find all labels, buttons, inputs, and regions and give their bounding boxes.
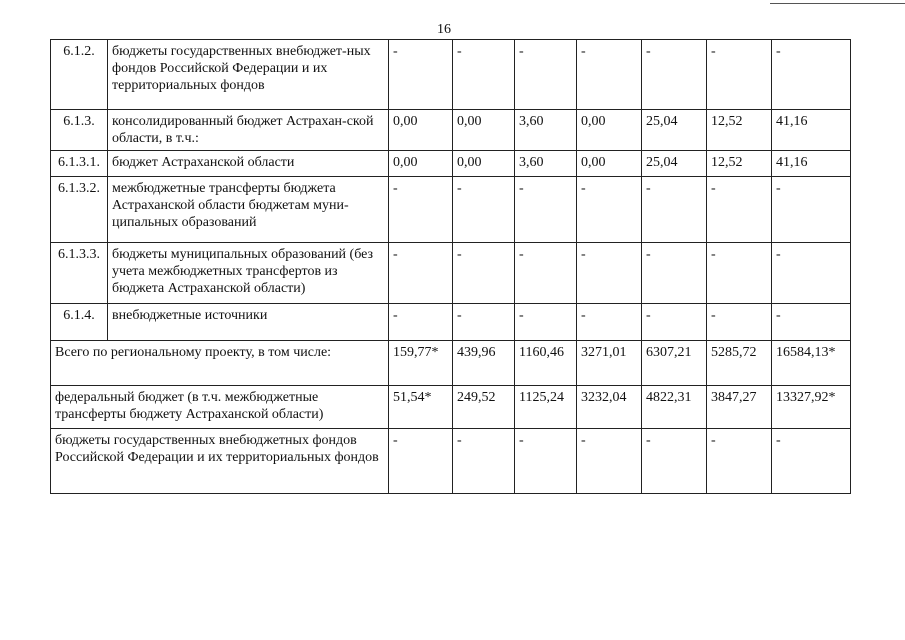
- value-cell: -: [642, 40, 707, 110]
- row-code: 6.1.2.: [51, 40, 108, 110]
- value-cell: -: [577, 304, 642, 341]
- value-cell: 3,60: [515, 110, 577, 151]
- table-row: [51, 151, 851, 177]
- value-cell: 3232,04: [577, 386, 642, 429]
- value-cell: -: [577, 177, 642, 243]
- value-cell: 1160,46: [515, 341, 577, 386]
- budget-table: [50, 39, 851, 494]
- value-cell: 13327,92*: [772, 386, 851, 429]
- value-cell: -: [389, 304, 453, 341]
- row-name: консолидированный бюджет Астрахан-ской области, в т.ч.:: [108, 110, 389, 151]
- header-rule: [770, 3, 905, 4]
- value-cell: 4822,31: [642, 386, 707, 429]
- row-code: 6.1.4.: [51, 304, 108, 341]
- value-cell: -: [515, 304, 577, 341]
- value-cell: -: [772, 40, 851, 110]
- value-cell: 6307,21: [642, 341, 707, 386]
- value-cell: -: [515, 177, 577, 243]
- table-row: [51, 243, 851, 304]
- value-cell: -: [772, 177, 851, 243]
- value-cell: -: [772, 243, 851, 304]
- value-cell: 0,00: [389, 110, 453, 151]
- value-cell: 0,00: [453, 151, 515, 177]
- row-code: 6.1.3.3.: [51, 243, 108, 304]
- value-cell: 51,54*: [389, 386, 453, 429]
- value-cell: 439,96: [453, 341, 515, 386]
- value-cell: -: [389, 429, 453, 494]
- value-cell: 3,60: [515, 151, 577, 177]
- total-row-label: федеральный бюджет (в т.ч. межбюджетные трансферты бюджету Астраханской области): [51, 386, 389, 429]
- value-cell: 0,00: [577, 110, 642, 151]
- value-cell: -: [389, 177, 453, 243]
- value-cell: 41,16: [772, 151, 851, 177]
- value-cell: 0,00: [453, 110, 515, 151]
- row-code: 6.1.3.1.: [51, 151, 108, 177]
- value-cell: 25,04: [642, 151, 707, 177]
- value-cell: 41,16: [772, 110, 851, 151]
- value-cell: -: [515, 40, 577, 110]
- table-row: [51, 304, 851, 341]
- row-name: бюджет Астраханской области: [108, 151, 389, 177]
- total-row-label: бюджеты государственных внебюджетных фондов Российской Федерации и их территориальных фондов: [51, 429, 389, 494]
- table-row: [51, 40, 851, 110]
- value-cell: -: [453, 243, 515, 304]
- table-row: [51, 110, 851, 151]
- value-cell: -: [707, 40, 772, 110]
- value-cell: -: [577, 40, 642, 110]
- value-cell: -: [577, 429, 642, 494]
- row-name: внебюджетные источники: [108, 304, 389, 341]
- value-cell: 0,00: [389, 151, 453, 177]
- value-cell: -: [642, 304, 707, 341]
- value-cell: -: [515, 243, 577, 304]
- value-cell: -: [707, 177, 772, 243]
- row-code: 6.1.3.: [51, 110, 108, 151]
- value-cell: 3271,01: [577, 341, 642, 386]
- value-cell: -: [707, 243, 772, 304]
- value-cell: -: [642, 429, 707, 494]
- value-cell: -: [707, 429, 772, 494]
- value-cell: 12,52: [707, 110, 772, 151]
- value-cell: -: [577, 243, 642, 304]
- value-cell: 159,77*: [389, 341, 453, 386]
- value-cell: -: [389, 243, 453, 304]
- value-cell: 12,52: [707, 151, 772, 177]
- value-cell: -: [453, 429, 515, 494]
- value-cell: 249,52: [453, 386, 515, 429]
- value-cell: -: [772, 304, 851, 341]
- value-cell: 5285,72: [707, 341, 772, 386]
- value-cell: 25,04: [642, 110, 707, 151]
- value-cell: -: [642, 177, 707, 243]
- value-cell: 3847,27: [707, 386, 772, 429]
- value-cell: -: [389, 40, 453, 110]
- row-name: бюджеты государственных внебюджет-ных фондов Российской Федерации и их территориальных фондов: [108, 40, 389, 110]
- row-name: межбюджетные трансферты бюджета Астраханской области бюджетам муни-ципальных образований: [108, 177, 389, 243]
- value-cell: -: [772, 429, 851, 494]
- total-row: [51, 386, 851, 429]
- total-row: [51, 341, 851, 386]
- row-name: бюджеты муниципальных образований (без учета межбюджетных трансфертов из бюджета Астраханской области): [108, 243, 389, 304]
- value-cell: 16584,13*: [772, 341, 851, 386]
- page-number: 16: [437, 22, 451, 37]
- value-cell: -: [453, 177, 515, 243]
- value-cell: -: [515, 429, 577, 494]
- total-row-label: Всего по региональному проекту, в том числе:: [51, 341, 389, 386]
- table-row: [51, 177, 851, 243]
- row-code: 6.1.3.2.: [51, 177, 108, 243]
- value-cell: 0,00: [577, 151, 642, 177]
- value-cell: 1125,24: [515, 386, 577, 429]
- value-cell: -: [642, 243, 707, 304]
- value-cell: -: [453, 304, 515, 341]
- value-cell: -: [453, 40, 515, 110]
- value-cell: -: [707, 304, 772, 341]
- total-row: [51, 429, 851, 494]
